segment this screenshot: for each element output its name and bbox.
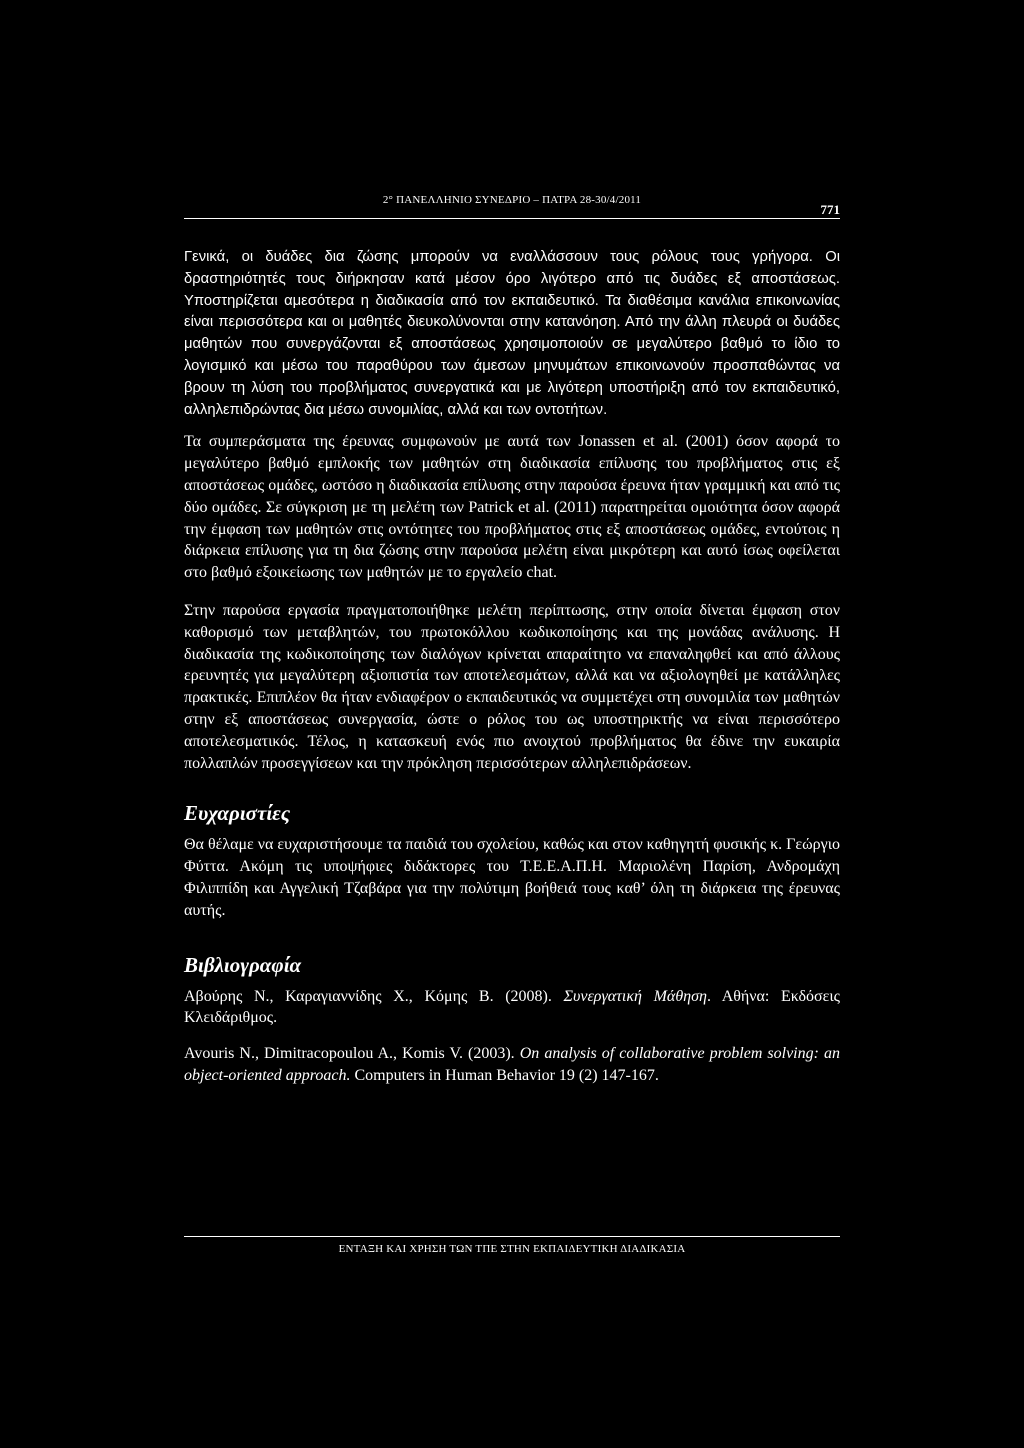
page-number: 771 <box>820 202 840 217</box>
reference-item: Avouris N., Dimitracopoulou A., Komis V. (2003). On analysis of collaborative problem solving: an object-oriented approach. Computers in Human Behavior 19 (2) 147-167. <box>184 1045 840 1084</box>
page-header <box>184 194 840 219</box>
body-text <box>184 247 840 1087</box>
paragraph-case-study: Στην παρούσα εργασία πραγματοποιήθηκε μελέτη περίπτωσης, στην οποία δίνεται έμφαση στον καθορισμό των μεταβλητών, του πρωτοκόλλου κωδικοποίησης και της μονάδας ανάλυσης. Η διαδικασία της κωδικοποίησης των διαλόγων κρίνεται απαραίτητο να επαναληφθεί και από άλλους ερευνητές για μεγαλύτερη αξιοπιστία των αποτελεσμάτων, αλλά και να αξιολογηθεί με κατάλληλες πρακτικές. Επιπλέον θα ήταν ενδιαφέρον ο εκπαιδευτικός να συμμετέχει στη συνομιλία των μαθητών στην εξ αποστάσεως συνεργασία, ώστε ο ρόλος του ως υποστηρικτής να είναι περισσότερο αποτελεσματικός. Τέλος, η κατασκευή ενός πιο ανοιχτού προβλήματος θα έδινε την ευκαιρία πολλαπλών προσεγγίσεων και την πρόκληση περισσότερων αλληλεπιδράσεων. <box>184 601 840 772</box>
reference-title: Συνεργατική Μάθηση <box>563 987 707 1005</box>
paragraph-discussion-face-to-face: Γενικά, οι δυάδες δια ζώσης μπορούν να εναλλάσσουν τους ρόλους τους γρήγορα. Οι δραστηριότητές τους διήρκησαν κατά μέσον όρο λιγότερο από τις δυάδες εξ αποστάσεως. Υποστηρίζεται αμεσότερα η διαδικασία από τον εκπαιδευτικό. Τα διαθέσιμα κανάλια επικοινωνίας είναι περισσότερα και οι μαθητές διευκολύνονται στην κατανόηση. Από την άλλη πλευρά οι δυάδες μαθητών που συνεργάζονται εξ αποστάσεως χρησιμοποιούν σε μεγαλύτερο βαθμό το ίδιο το λογισμικό και μέσω του παραθύρου των άμεσων μηνυμάτων επικοινωνούν προσπαθώντας να βρουν τη λύση του προβλήματος συνεργατικά και με λιγότερη υποστήριξη από τον εκπαιδευτικό, αλληλεπιδρώντας δια μέσω συνομιλίας, αλλά και των οντοτήτων. <box>184 249 840 418</box>
reference-item: Αβούρης Ν., Καραγιαννίδης Χ., Κόμης Β. (2008). Συνεργατική Μάθηση. Αθήνα: Εκδόσεις Κλειδάριθμος. <box>184 987 841 1027</box>
reference-title: On analysis of collaborative problem solving: an object-oriented approach. <box>184 1045 840 1084</box>
bibliography-heading: Βιβλιογραφία <box>184 952 302 977</box>
conference-title: 2° ΠΑΝΕΛΛΗΝΙΟ ΣΥΝΕΔΡΙΟ – ΠΑΤΡΑ 28-30/4/2011 <box>382 194 642 206</box>
page-footer: ΕΝΤΑΞΗ ΚΑΙ ΧΡΗΣΗ ΤΩΝ ΤΠΕ ΣΤΗΝ ΕΚΠΑΙΔΕΥΤΙΚΗ ΔΙΑΔΙΚΑΣΙΑ <box>184 1236 840 1255</box>
paragraph-comparison: Τα συμπεράσματα της έρευνας συμφωνούν με αυτά των Jonassen et al. (2001) όσον αφορά το μεγαλύτερο βαθμό εμπλοκής των μαθητών στη διαδικασία επίλυσης του προβλήματος στις εξ αποστάσεως ομάδες, ωστόσο η διαδικασία επίλυσης στην παρούσα έρευνα ήταν γραμμική και από τις δύο ομάδες. Σε σύγκριση με τη μελέτη των Patrick et al. (2011) παρατηρείται ομοιότητα όσον αφορά την έμφαση των μαθητών στις οντότητες του προβλήματος στις εξ αποστάσεως ομάδες, εντούτοις η διάρκεια επίλυσης για τη δια ζώσης στην παρούσα μελέτη είναι μικρότερη και αυτό ίσως οφείλεται στο βαθμό εξοικείωσης των μαθητών με το εργαλείο chat. <box>184 433 840 582</box>
acknowledgements-heading: Ευχαριστίες <box>184 801 291 826</box>
acknowledgements-text: Θα θέλαμε να ευχαριστήσουμε τα παιδιά του σχολείου, καθώς και στον καθηγητή φυσικής κ. Γεώργιο Φύττα. Ακόμη τις υποψήφιες διδάκτορες του Τ.Ε.Ε.Α.Π.Η. Μαριολένη Παρίση, Ανδρομάχη Φιλιππίδη και Αγγελική Τζαβάρα για την πολύτιμη βοήθειά τους καθ’ όλη τη διάρκεια της έρευνας αυτής. <box>184 836 841 919</box>
